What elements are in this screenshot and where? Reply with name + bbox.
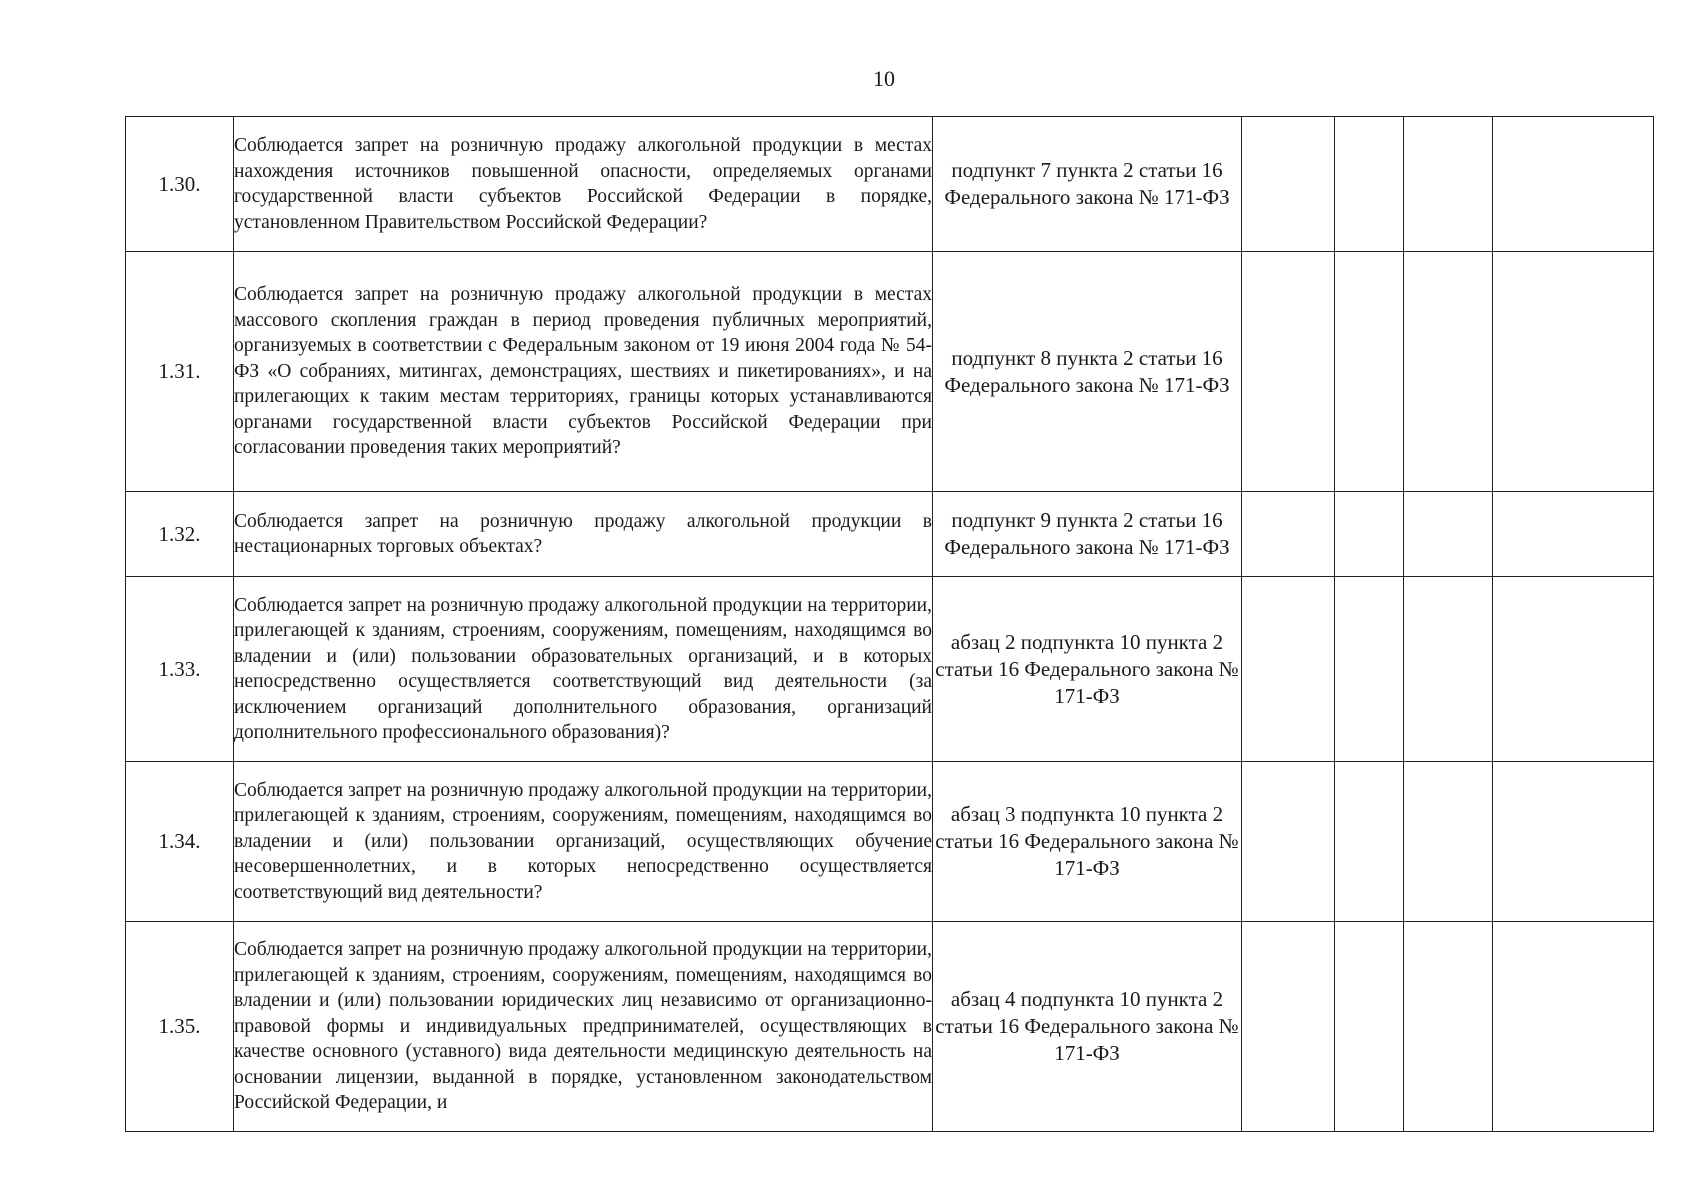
question-text: Соблюдается запрет на розничную продажу алкогольной продукции на территории, прилегающей к зданиям, строениям, сооружениям, помещениям, находящимся во владении и (или) пользовании юридических лиц независимо от организационно-правовой формы и индивидуальных предпринимателей, осуществляющих в качестве основного (уставного) вида деятельности медицинскую деятельность на основании лицензии, выданной в порядке, установленном законодательством Российской Федерации, и bbox=[234, 922, 933, 1132]
answer-cell-no[interactable] bbox=[1335, 577, 1404, 762]
answer-cell-no[interactable] bbox=[1335, 252, 1404, 492]
table-row bbox=[126, 922, 1654, 1132]
table-row bbox=[126, 762, 1654, 922]
question-text: Соблюдается запрет на розничную продажу алкогольной продукции в местах нахождения источников повышенной опасности, определяемых органами государственной власти субъектов Российской Федерации в порядке, установленном Правительством Российской Федерации? bbox=[234, 117, 933, 252]
note-cell[interactable] bbox=[1493, 922, 1654, 1132]
legal-reference: подпункт 8 пункта 2 статьи 16 Федерального закона № 171-ФЗ bbox=[933, 252, 1242, 492]
answer-cell-no[interactable] bbox=[1335, 762, 1404, 922]
table-row bbox=[126, 577, 1654, 762]
answer-cell-not-applicable[interactable] bbox=[1404, 117, 1493, 252]
answer-cell-yes[interactable] bbox=[1242, 577, 1335, 762]
legal-reference: абзац 3 подпункта 10 пункта 2 статьи 16 Федерального закона № 171-ФЗ bbox=[933, 762, 1242, 922]
legal-reference: подпункт 7 пункта 2 статьи 16 Федерального закона № 171-ФЗ bbox=[933, 117, 1242, 252]
legal-reference: подпункт 9 пункта 2 статьи 16 Федерального закона № 171-ФЗ bbox=[933, 492, 1242, 577]
answer-cell-yes[interactable] bbox=[1242, 117, 1335, 252]
answer-cell-not-applicable[interactable] bbox=[1404, 492, 1493, 577]
checklist-table bbox=[125, 116, 1654, 1132]
note-cell[interactable] bbox=[1493, 577, 1654, 762]
item-number: 1.35. bbox=[126, 922, 234, 1132]
answer-cell-yes[interactable] bbox=[1242, 922, 1335, 1132]
item-number: 1.31. bbox=[126, 252, 234, 492]
table-row bbox=[126, 252, 1654, 492]
answer-cell-yes[interactable] bbox=[1242, 252, 1335, 492]
note-cell[interactable] bbox=[1493, 117, 1654, 252]
answer-cell-not-applicable[interactable] bbox=[1404, 922, 1493, 1132]
answer-cell-not-applicable[interactable] bbox=[1404, 252, 1493, 492]
answer-cell-not-applicable[interactable] bbox=[1404, 762, 1493, 922]
note-cell[interactable] bbox=[1493, 492, 1654, 577]
question-text: Соблюдается запрет на розничную продажу алкогольной продукции на территории, прилегающей к зданиям, строениям, сооружениям, помещениям, находящимся во владении и (или) пользовании образовательных организаций, и в которых непосредственно осуществляется соответствующий вид деятельности (за исключением организаций дополнительного образования, организаций дополнительного профессионального образования)? bbox=[234, 577, 933, 762]
note-cell[interactable] bbox=[1493, 762, 1654, 922]
answer-cell-no[interactable] bbox=[1335, 492, 1404, 577]
answer-cell-no[interactable] bbox=[1335, 922, 1404, 1132]
item-number: 1.33. bbox=[126, 577, 234, 762]
item-number: 1.32. bbox=[126, 492, 234, 577]
answer-cell-yes[interactable] bbox=[1242, 762, 1335, 922]
legal-reference: абзац 2 подпункта 10 пункта 2 статьи 16 Федерального закона № 171-ФЗ bbox=[933, 577, 1242, 762]
table-row bbox=[126, 492, 1654, 577]
page-number: 10 bbox=[873, 66, 895, 91]
question-text: Соблюдается запрет на розничную продажу алкогольной продукции в местах массового скопления граждан в период проведения публичных мероприятий, организуемых в соответствии с Федеральным законом от 19 июня 2004 года № 54-ФЗ «О собраниях, митингах, демонстрациях, шествиях и пикетированиях», и на прилегающих к таким местам территориях, границы которых устанавливаются органами государственной власти субъектов Российской Федерации при согласовании проведения таких мероприятий? bbox=[234, 252, 933, 492]
item-number: 1.34. bbox=[126, 762, 234, 922]
question-text: Соблюдается запрет на розничную продажу алкогольной продукции на территории, прилегающей к зданиям, строениям, сооружениям, помещениям, находящимся во владении и (или) пользовании организаций, осуществляющих обучение несовершеннолетних, и в которых непосредственно осуществляется соответствующий вид деятельности? bbox=[234, 762, 933, 922]
note-cell[interactable] bbox=[1493, 252, 1654, 492]
answer-cell-no[interactable] bbox=[1335, 117, 1404, 252]
table-row bbox=[126, 117, 1654, 252]
answer-cell-not-applicable[interactable] bbox=[1404, 577, 1493, 762]
legal-reference: абзац 4 подпункта 10 пункта 2 статьи 16 Федерального закона № 171-ФЗ bbox=[933, 922, 1242, 1132]
question-text: Соблюдается запрет на розничную продажу алкогольной продукции в нестационарных торговых объектах? bbox=[234, 492, 933, 577]
item-number: 1.30. bbox=[126, 117, 234, 252]
answer-cell-yes[interactable] bbox=[1242, 492, 1335, 577]
